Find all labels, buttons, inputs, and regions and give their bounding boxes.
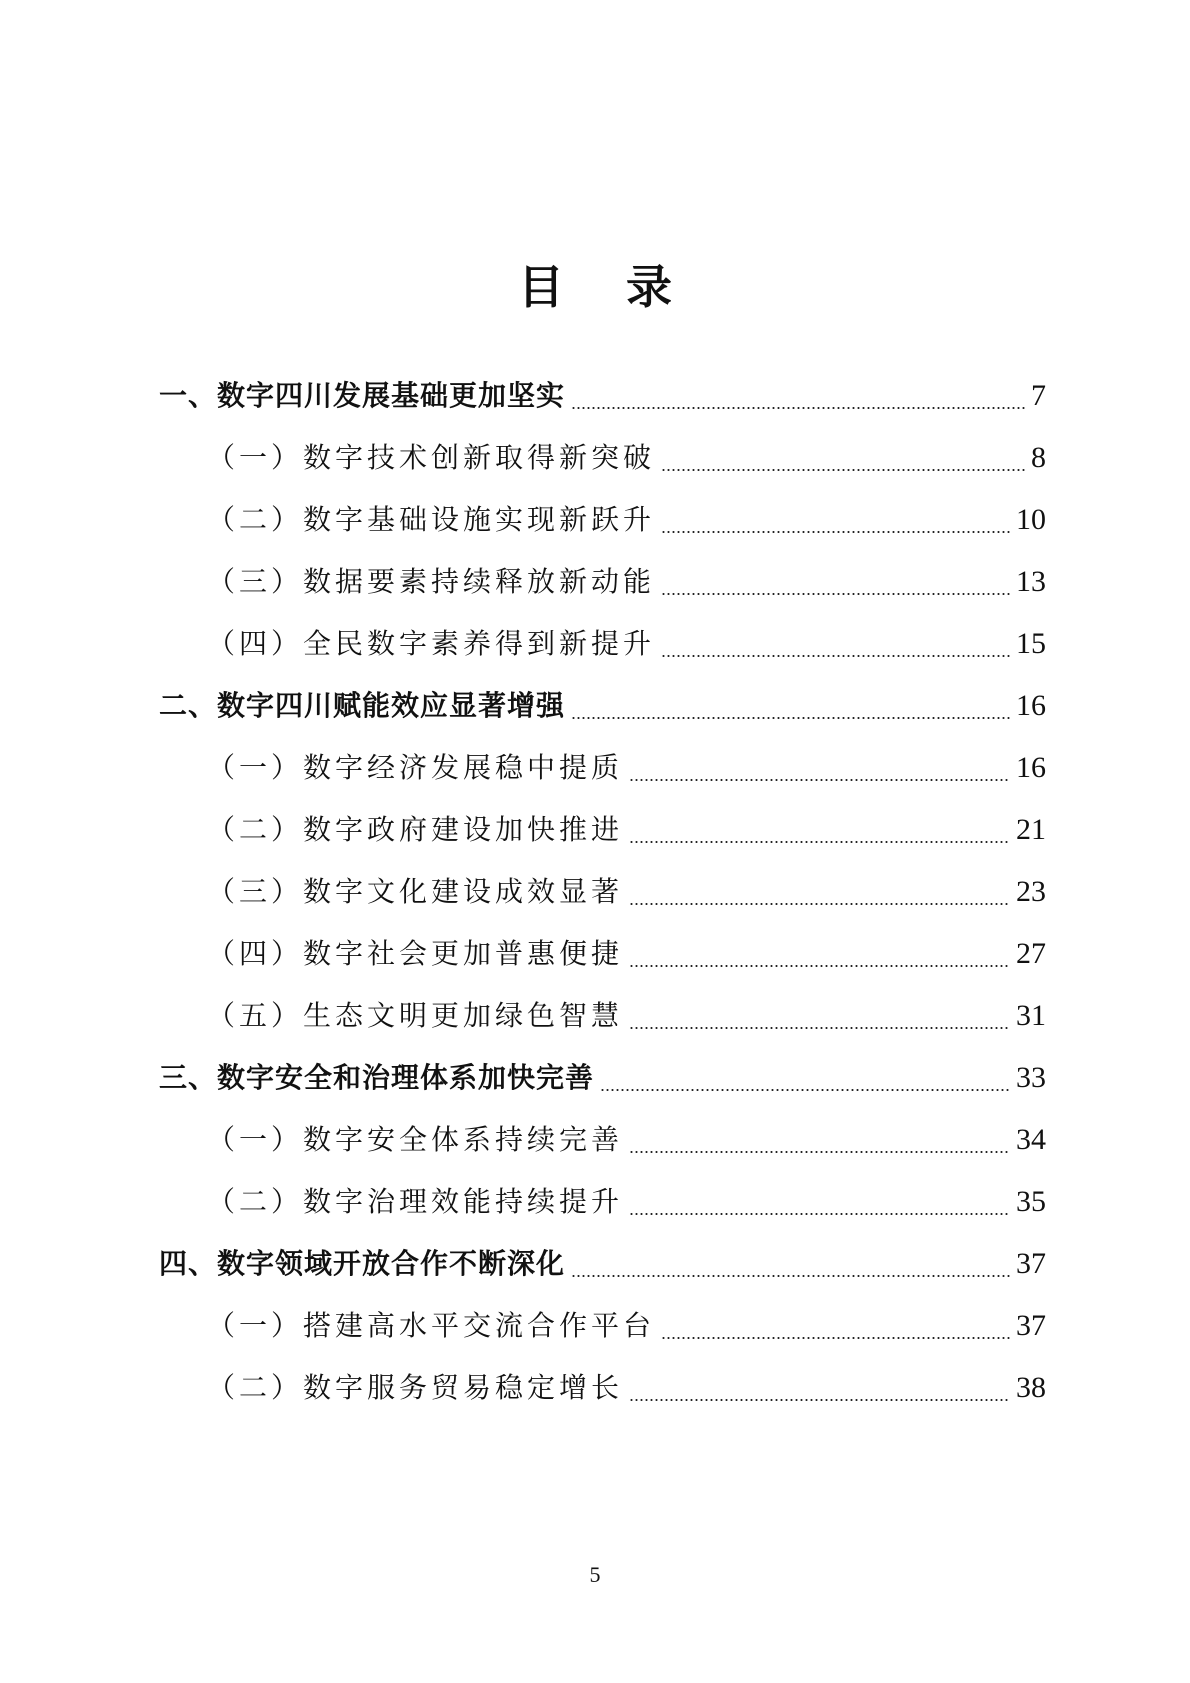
toc-entry-section-2-1[interactable]	[0, 737, 1190, 799]
toc-entry-section-3-2[interactable]	[0, 1171, 1190, 1233]
toc-dot-leader	[661, 1337, 1010, 1339]
toc-entry-page: 21	[1016, 813, 1046, 846]
toc-entry-page: 10	[1016, 503, 1046, 536]
page-title	[0, 257, 1190, 317]
toc-entry-chapter-3[interactable]	[0, 1047, 1190, 1109]
toc-entry-page: 33	[1016, 1061, 1046, 1094]
toc-entry-label: （二）数字基础设施实现新跃升	[207, 503, 656, 536]
toc-entry-page: 27	[1016, 937, 1046, 970]
toc-dot-leader	[661, 593, 1010, 595]
toc-dot-leader	[629, 1151, 1010, 1153]
toc-entry-page: 38	[1016, 1371, 1046, 1404]
toc-dot-leader	[629, 1213, 1010, 1215]
toc-entry-label: （一）数字经济发展稳中提质	[207, 751, 624, 784]
toc-entry-page: 16	[1016, 689, 1046, 722]
toc-dot-leader	[571, 1275, 1010, 1277]
page-number: 5	[589, 1562, 601, 1587]
toc-dot-leader	[661, 469, 1025, 471]
page-title-char-2: 录	[626, 259, 672, 314]
toc-entry-label: （四）数字社会更加普惠便捷	[207, 937, 624, 970]
toc-entry-page: 37	[1016, 1309, 1046, 1342]
toc-entry-label: （五）生态文明更加绿色智慧	[207, 999, 624, 1032]
toc-dot-leader	[629, 1027, 1010, 1029]
toc-entry-label: （四）全民数字素养得到新提升	[207, 627, 656, 660]
toc-entry-label: （三）数据要素持续释放新动能	[207, 565, 656, 598]
toc-entry-label: 三、数字安全和治理体系加快完善	[159, 1061, 595, 1094]
toc-entry-chapter-4[interactable]	[0, 1233, 1190, 1295]
toc-entry-label: （二）数字服务贸易稳定增长	[207, 1371, 624, 1404]
toc-entry-section-2-2[interactable]	[0, 799, 1190, 861]
toc-entry-page: 7	[1031, 379, 1046, 412]
toc-entry-section-1-2[interactable]	[0, 489, 1190, 551]
toc-dot-leader	[629, 1399, 1010, 1401]
toc-dot-leader	[661, 531, 1010, 533]
toc-dot-leader	[661, 655, 1010, 657]
toc-entry-page: 16	[1016, 751, 1046, 784]
toc-entry-label: 一、数字四川发展基础更加坚实	[159, 379, 566, 412]
toc-entry-label: 二、数字四川赋能效应显著增强	[159, 689, 566, 722]
toc-dot-leader	[629, 779, 1010, 781]
toc-entry-label: （二）数字治理效能持续提升	[207, 1185, 624, 1218]
toc-entry-section-1-3[interactable]	[0, 551, 1190, 613]
toc-entry-section-3-1[interactable]	[0, 1109, 1190, 1171]
toc-entry-page: 35	[1016, 1185, 1046, 1218]
toc-entry-section-4-1[interactable]	[0, 1295, 1190, 1357]
toc-entry-label: （一）数字技术创新取得新突破	[207, 441, 656, 474]
toc-entry-page: 23	[1016, 875, 1046, 908]
table-of-contents	[0, 365, 1190, 1419]
toc-entry-chapter-2[interactable]	[0, 675, 1190, 737]
toc-entry-label: （二）数字政府建设加快推进	[207, 813, 624, 846]
toc-entry-page: 13	[1016, 565, 1046, 598]
toc-entry-section-1-4[interactable]	[0, 613, 1190, 675]
toc-entry-section-1-1[interactable]	[0, 427, 1190, 489]
toc-dot-leader	[629, 903, 1010, 905]
toc-entry-chapter-1[interactable]	[0, 365, 1190, 427]
toc-entry-label: （一）搭建高水平交流合作平台	[207, 1309, 656, 1342]
toc-dot-leader	[571, 717, 1010, 719]
page-title-char-1: 目	[518, 259, 564, 314]
toc-entry-section-2-3[interactable]	[0, 861, 1190, 923]
toc-dot-leader	[571, 407, 1025, 409]
toc-entry-page: 8	[1031, 441, 1046, 474]
toc-entry-label: （一）数字安全体系持续完善	[207, 1123, 624, 1156]
toc-entry-label: 四、数字领域开放合作不断深化	[159, 1247, 566, 1280]
toc-entry-section-4-2[interactable]	[0, 1357, 1190, 1419]
toc-entry-page: 15	[1016, 627, 1046, 660]
toc-dot-leader	[600, 1089, 1010, 1091]
toc-entry-label: （三）数字文化建设成效显著	[207, 875, 624, 908]
toc-dot-leader	[629, 965, 1010, 967]
toc-entry-section-2-4[interactable]	[0, 923, 1190, 985]
toc-entry-page: 31	[1016, 999, 1046, 1032]
toc-entry-section-2-5[interactable]	[0, 985, 1190, 1047]
toc-entry-page: 34	[1016, 1123, 1046, 1156]
toc-entry-page: 37	[1016, 1247, 1046, 1280]
toc-dot-leader	[629, 841, 1010, 843]
